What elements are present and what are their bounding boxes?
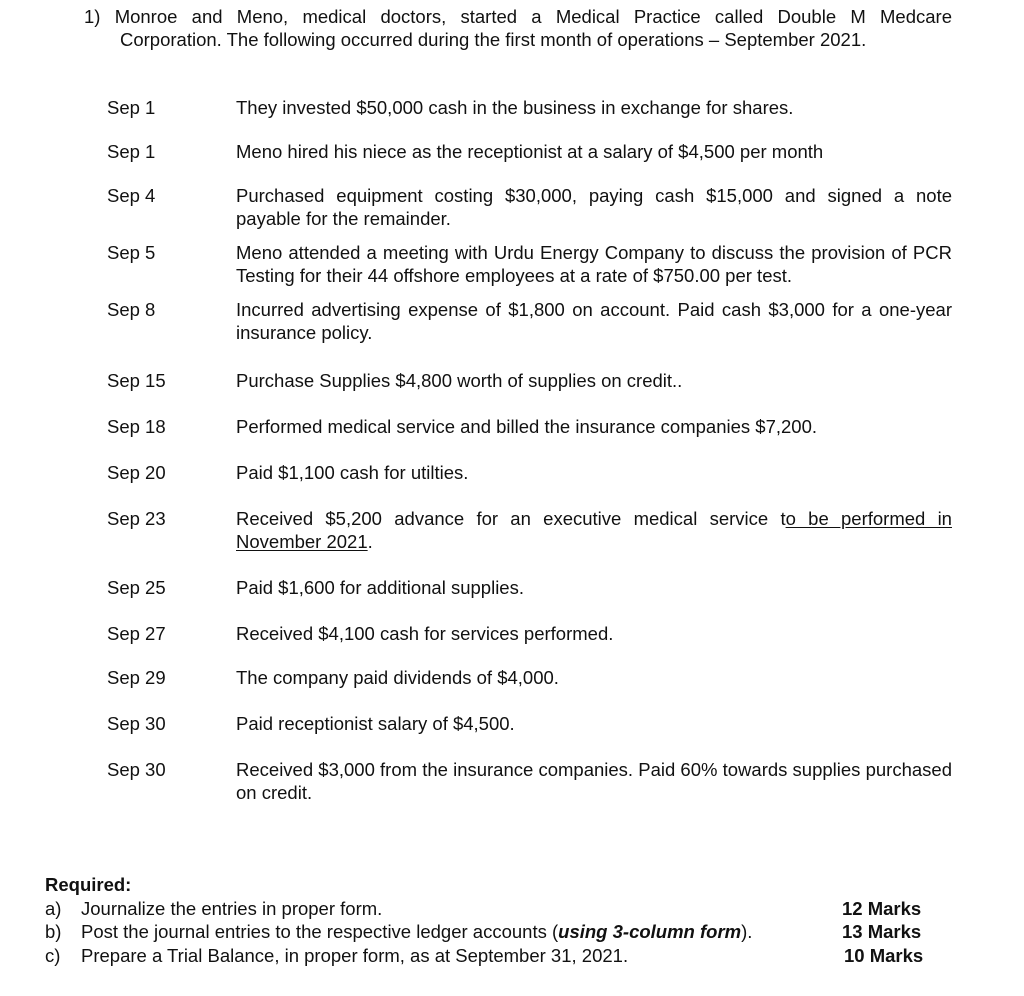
transaction-description: Paid $1,100 cash for utilties.: [236, 462, 469, 483]
transaction-description: Received $3,000 from the insurance companies. Paid 60% towards supplies purchased on credit.: [236, 759, 952, 803]
requirement-marks: 12 Marks: [842, 897, 922, 919]
requirement-text: Journalize the entries in proper form.: [81, 897, 383, 919]
transaction-description: Incurred advertising expense of $1,800 on account. Paid cash $3,000 for a one-year insurance policy.: [236, 299, 952, 343]
transaction-date: Sep 8: [107, 299, 156, 320]
transaction-date: Sep 18: [107, 416, 166, 437]
requirement-text: Prepare a Trial Balance, in proper form, as at September 31, 2021.: [81, 944, 629, 966]
transaction-description: Meno hired his niece as the receptionist at a salary of $4,500 per month: [236, 141, 824, 162]
transaction-date: Sep 23: [107, 508, 166, 529]
intro-line-2: Corporation. The following occurred during the first month of operations – September 2021.: [120, 29, 867, 50]
intro-line-1: 1) Monroe and Meno, medical doctors, started a Medical Practice called Double M Medcare: [84, 6, 952, 27]
transaction-date: Sep 30: [107, 759, 166, 780]
required-heading: Required:: [45, 874, 132, 895]
transaction-date: Sep 25: [107, 577, 166, 598]
requirement-emphasis: using 3-column form: [558, 921, 742, 942]
transaction-description: Paid receptionist salary of $4,500.: [236, 713, 515, 734]
transaction-description: Purchased equipment costing $30,000, paying cash $15,000 and signed a note payable for the remainder.: [236, 185, 952, 229]
requirement-marks: 13 Marks: [842, 921, 922, 942]
requirement-text-prefix: Post the journal entries to the respective ledger accounts (: [81, 921, 559, 942]
transaction-description: The company paid dividends of $4,000.: [236, 667, 559, 688]
transaction-date: Sep 1: [107, 141, 156, 162]
transaction-description: Purchase Supplies $4,800 worth of supplies on credit..: [236, 370, 683, 391]
transaction-date: Sep 29: [107, 667, 166, 688]
transaction-date: Sep 15: [107, 370, 166, 391]
requirement-item: [45, 944, 945, 968]
transaction-description: They invested $50,000 cash in the business in exchange for shares.: [236, 97, 794, 118]
transaction-date: Sep 4: [107, 185, 156, 206]
requirement-letter: a): [45, 897, 62, 919]
transaction-date: Sep 5: [107, 242, 156, 263]
transaction-date: Sep 27: [107, 623, 166, 644]
transaction-description: Performed medical service and billed the insurance companies $7,200.: [236, 416, 818, 437]
transaction-date: Sep 20: [107, 462, 166, 483]
requirement-marks: 10 Marks: [844, 944, 924, 966]
transaction-description: Received $4,100 cash for services performed.: [236, 623, 614, 644]
requirement-text-suffix: ).: [741, 921, 753, 942]
required-section: [45, 873, 945, 967]
requirement-item: [45, 897, 945, 921]
underlined-text: o be performed in November 2021: [236, 508, 952, 552]
transaction-description: Meno attended a meeting with Urdu Energy Company to discuss the provision of PCR Testing for their 44 offshore employees at a rate of $750.00 per test.: [236, 242, 952, 286]
requirement-letter: c): [45, 944, 61, 966]
description-text: Received $5,200 advance for an executive medical service t: [236, 508, 786, 529]
transaction-description: [236, 507, 952, 553]
question-intro: [84, 5, 952, 51]
description-text: .: [367, 531, 373, 552]
transaction-description: Paid $1,600 for additional supplies.: [236, 577, 524, 598]
requirement-item: [45, 920, 945, 944]
transaction-date: Sep 30: [107, 713, 166, 734]
requirement-text: [81, 920, 752, 944]
transaction-date: Sep 1: [107, 97, 156, 118]
requirement-letter: b): [45, 921, 62, 942]
